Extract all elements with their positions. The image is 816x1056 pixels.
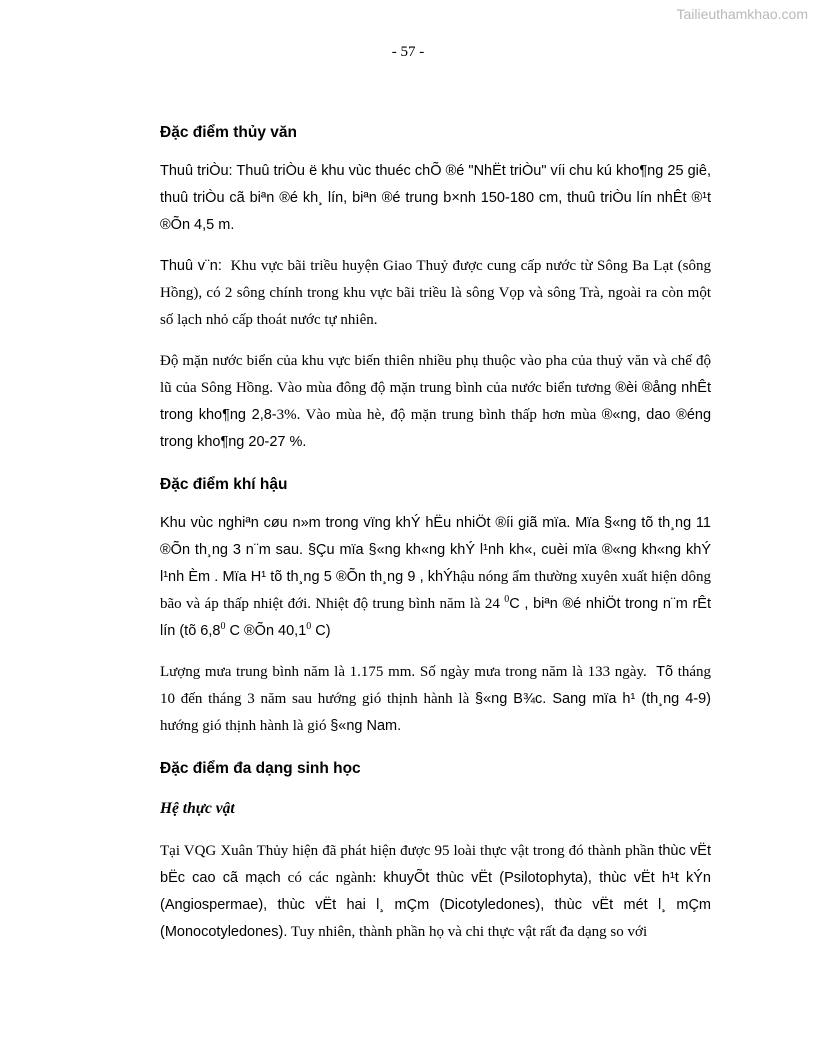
luong-mua-text-f: §«ng Nam. [330, 718, 402, 734]
paragraph-thuy-trieu: Thuû triÒu: Thuû triÒu ë khu vùc thuéc chÕ ®é "NhËt triÒu" víi chu kú kho¶ng 25 giê, thuû triÒu cã biªn ®é kh¸ lín, biªn ®é trung b×nh 150-180 cm, thuû triÒu lín nhÊt ®¹t ®Õn 4,5 m. [160, 163, 711, 233]
heading-thuy-van: Đặc điểm thủy văn [160, 124, 297, 141]
degree-sup-2: 0 [220, 621, 226, 632]
luong-mua-text-e: hướng gió thịnh hành là gió [160, 718, 327, 734]
heading-da-dang-sinh-hoc: Đặc điểm đa dạng sinh học [160, 760, 361, 777]
degree-sup-3: 0 [306, 621, 312, 632]
khi-hau-text-b: hậu nóng ẩm thường xuyên xuất hiện dông bão và áp thấp nhiệt đới. Nhiệt độ trung bình năm là 24 [160, 569, 711, 612]
thuy-van-text: Khu vực bãi triều huyện Giao Thuỷ được cung cấp nước từ Sông Ba Lạt (sông Hồng), có 2 sông chính trong khu vực bãi triều là sông Vọp và sông Trà, ngoài ra còn một số lạch nhỏ cấp thoát nước tự nhiên. [160, 258, 712, 328]
luong-mua-text-d: §«ng B¾c. Sang mïa h¹ (th¸ng 4-9) [475, 691, 711, 707]
thuc-vat-text-e: Tuy nhiên, thành phần họ và chi thực vật rất đa dạng so với [290, 924, 648, 940]
paragraph-thuy-van [160, 253, 711, 334]
do-man-text-a: Độ mặn nước biển của khu vực biến thiên nhiều phụ thuộc vào pha của thuỷ văn và chế độ lũ của Sông Hồng. Vào mùa đông độ mặn trung bình của nước biển tương [160, 353, 711, 396]
thuc-vat-text-d: khuyÕt thùc vËt (Psilotophyta), thùc vËt h¹t kÝn (Angiospermae), thùc vËt hai l¸ mÇm (Dicotyledones), thùc vËt mét l¸ mÇm (Monocotyledones). [160, 870, 711, 940]
khi-hau-text-c: C , biªn ®é nhiÖt trong n¨m rÊt lín (tõ 6,8 [160, 596, 712, 639]
page-number: - 57 - [391, 44, 425, 60]
luong-mua-text-c: tháng 10 đến tháng 3 năm sau hướng gió thịnh hành là [160, 664, 712, 707]
khi-hau-text-d: C ®Õn 40,1 [225, 623, 307, 639]
paragraph-do-man [160, 348, 711, 456]
paragraph-luong-mua [160, 659, 711, 740]
paragraph-thuc-vat [160, 838, 711, 946]
khi-hau-text-e: C) [311, 623, 331, 639]
thuc-vat-text-a: Tại VQG Xuân Thủy hiện đã phát hiện được 95 loài thực vật trong đó thành phần [160, 843, 655, 859]
thuc-vat-text-b: thùc vËt bËc cao cã mạch [160, 843, 712, 886]
thuc-vat-text-c: có các ngành: [287, 870, 377, 886]
watermark: Tailieuthamkhao.com [676, 6, 808, 22]
degree-sup-1: 0 [504, 594, 510, 605]
document-body [160, 122, 711, 946]
subheading-he-thuc-vat: Hệ thực vật [160, 800, 235, 817]
paragraph-mua [160, 510, 711, 645]
do-man-text-d: ®«ng, dao ®éng trong kho¶ng 20-27 %. [160, 407, 712, 450]
luong-mua-text-a: Lượng mưa trung bình năm là 1.175 mm. Số ngày mưa trong năm là 133 ngày. [160, 664, 647, 680]
luong-mua-text-b: Tõ [656, 664, 674, 680]
do-man-text-b: ®èi ®ång nhÊt trong kho¶ng 2,8- [160, 380, 712, 423]
heading-khi-hau: Đặc điểm khí hậu [160, 476, 288, 493]
khi-hau-text-a: Khu vùc nghiªn cøu n»m trong vïng khÝ hËu nhiÖt ®íi giã mïa. Mïa §«ng tõ th¸ng 11 ®Õn th¸ng 3 n¨m sau. §Çu mïa §«ng kh«ng khÝ l¹nh kh«, cuèi mïa ®«ng kh«ng khÝ l¹nh Èm . Mïa H¹ tõ th¸ng 5 ®Õn th¸ng 9 , khÝ [160, 515, 711, 585]
thuy-van-lead: Thuû v¨n: [160, 258, 222, 274]
do-man-text-c: 3%. Vào mùa hè, độ mặn trung bình thấp hơn mùa [276, 407, 597, 423]
